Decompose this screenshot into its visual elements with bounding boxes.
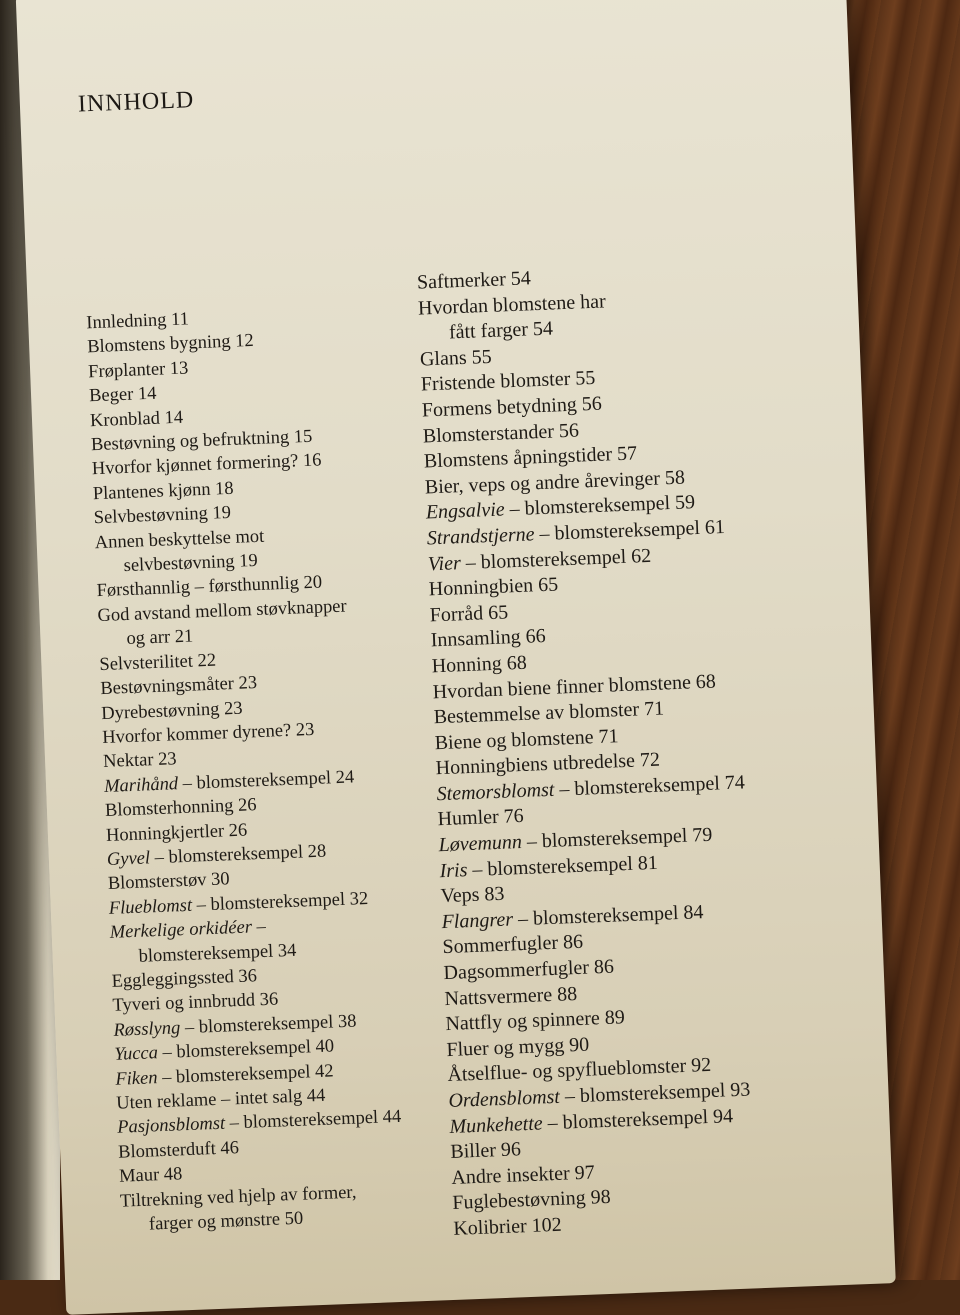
toc-entry-text: Hvordan biene finner blomstene 68 — [432, 669, 717, 703]
toc-entry-species-name: Yucca — [114, 1043, 159, 1065]
toc-entry-text: Innsamling 66 — [430, 625, 547, 652]
toc-entry-text: Tiltrekning ved hjelp av former, — [119, 1182, 357, 1212]
toc-entry-text: Plantenes kjønn 18 — [92, 478, 234, 505]
toc-entry-text: Blomstens åpningstider 57 — [423, 442, 638, 473]
page-title: INNHOLD — [77, 87, 195, 118]
toc-entry-text: Blomsterduft 46 — [117, 1137, 240, 1163]
toc-entry-species-name: Gyvel — [106, 848, 151, 870]
toc-entry-text: Saftmerker 54 — [416, 267, 532, 294]
toc-entry-text: Honning 68 — [431, 651, 528, 678]
toc-entry-text: – blomstereksempel 59 — [504, 491, 696, 521]
toc-entry-text: – blomstereksempel 42 — [157, 1061, 334, 1088]
toc-entry-text: – blomstereksempel 79 — [521, 823, 713, 854]
toc-entry-text: Hvorfor kommer dyrene? 23 — [101, 719, 315, 748]
toc-right-column — [417, 254, 884, 1242]
toc-entry-text: Bier, veps og andre årevinger 58 — [424, 466, 686, 499]
toc-left-column — [86, 298, 481, 1239]
toc-entry-text: Dagsommerfugler 86 — [443, 955, 615, 985]
toc-entry-text: Hvordan blomstene har — [417, 290, 607, 320]
toc-entry-text: Veps 83 — [440, 882, 505, 908]
toc-entry-text: Glans 55 — [419, 345, 493, 371]
toc-entry-text: Honningbien 65 — [428, 573, 559, 601]
toc-entry-species-name: Stemorsblomst — [436, 778, 555, 806]
toc-entry-text: Tyveri og innbrudd 36 — [112, 989, 279, 1017]
toc-entry-species-name: Flueblomst — [108, 895, 193, 919]
toc-entry-text: Bestøvningsmåter 23 — [100, 673, 258, 700]
toc-entry-text: Eggleggingssted 36 — [111, 966, 258, 992]
toc-entry-text: Bestøvning og befruktning 15 — [90, 426, 313, 456]
toc-entry-species-name: Munkehette — [449, 1112, 544, 1138]
toc-entry-text: Bestemmelse av blomster 71 — [433, 697, 665, 729]
toc-entry-text: Maur 48 — [118, 1164, 183, 1187]
toc-entry-text: Blomsterstøv 30 — [107, 869, 230, 895]
toc-entry-species-name: Flangrer — [441, 908, 514, 933]
toc-entry-text: – blomstereksempel 40 — [157, 1036, 335, 1064]
toc-entry-text: – blomstereksempel 93 — [559, 1078, 751, 1108]
toc-entry-text: Selvbestøvning 19 — [93, 503, 232, 529]
toc-entry-text: Humler 76 — [437, 805, 525, 831]
toc-entry-text: Fluer og mygg 90 — [446, 1033, 590, 1061]
toc-entry-text: Kronblad 14 — [89, 407, 184, 431]
toc-entry-text: Biller 96 — [450, 1138, 522, 1164]
toc-entry-text: Blomsterstander 56 — [422, 419, 580, 448]
toc-entry-text: Blomstens bygning 12 — [86, 331, 255, 358]
toc-entry-text: selvbestøvning 19 — [123, 551, 259, 577]
toc-entry-text: – blomstereksempel 61 — [534, 515, 726, 546]
toc-entry-text: – blomstereksempel 28 — [149, 841, 327, 869]
toc-entry-text: – blomstereksempel 32 — [191, 888, 369, 916]
toc-entry-text: blomstereksempel 34 — [138, 940, 297, 967]
toc-entry-text: Fuglebestøvning 98 — [451, 1186, 612, 1215]
toc-entry-text: Nattfly og spinnere 89 — [445, 1006, 626, 1036]
toc-entry-text: Biene og blomstene 71 — [434, 724, 619, 754]
toc-entry-species-name: Strandstjerne — [426, 523, 535, 550]
toc-entry-text: – blomstereksempel 81 — [466, 851, 659, 881]
toc-entry-text: Kolibrier 102 — [452, 1213, 563, 1240]
toc-entry-species-name: Løvemunn — [438, 831, 523, 857]
book-page — [16, 0, 896, 1315]
toc-entry-species-name: Fiken — [115, 1067, 158, 1090]
toc-entry-species-name: Engsalvie — [425, 498, 506, 524]
toc-entry-text: – blomstereksempel 24 — [177, 767, 355, 794]
toc-entry-text: Honningkjertler 26 — [105, 820, 248, 846]
toc-entry-text: Honningbiens utbredelse 72 — [435, 748, 661, 780]
toc-entry-text: Åtselflue- og spyflueblomster 92 — [447, 1054, 712, 1087]
toc-entry-text: Andre insekter 97 — [450, 1161, 596, 1189]
toc-entry-text: Formens betydning 56 — [421, 392, 603, 422]
toc-entry-species-name: Ordensblomst — [448, 1085, 561, 1113]
toc-entry-text: og arr 21 — [126, 626, 194, 650]
toc-entry-text: Nektar 23 — [102, 749, 178, 773]
toc-entry-text: – blomstereksempel 62 — [460, 544, 652, 574]
toc-entry-text: Sommerfugler 86 — [442, 931, 584, 959]
toc-entry-text: – blomstereksempel 84 — [512, 900, 704, 931]
toc-entry-text: – — [251, 917, 267, 938]
toc-entry-text: Nattsvermere 88 — [444, 982, 578, 1010]
toc-entry-text: farger og mønstre 50 — [148, 1208, 304, 1235]
toc-entry-text: Beger 14 — [88, 383, 157, 407]
toc-entry-species-name: Merkelige orkidéer — [109, 917, 253, 944]
toc-entry-text: – blomstereksempel 74 — [553, 771, 746, 801]
toc-entry-species-name: Pasjonsblomst — [116, 1114, 226, 1139]
toc-entry-text: God avstand mellom støvknapper — [97, 596, 347, 627]
toc-entry-text: Uten reklame – intet salg 44 — [115, 1085, 326, 1114]
toc-entry-text: Førsthannlig – førsthunnlig 20 — [96, 572, 323, 602]
toc-entry-text: Blomsterhonning 26 — [104, 795, 257, 822]
toc-entry-text: Dyrebestøvning 23 — [100, 698, 243, 724]
toc-entry-text: Forråd 65 — [429, 601, 509, 627]
toc-entry-text: Frøplanter 13 — [87, 358, 189, 383]
toc-entry-text: – blomstereksempel 94 — [542, 1104, 734, 1135]
toc-entry-text: Annen beskyttelse mot — [94, 526, 265, 553]
toc-entry-text: – blomstereksempel 44 — [224, 1107, 402, 1135]
toc-entry-text: Hvorfor kjønnet formering? 16 — [91, 450, 322, 480]
toc-entry-text: – blomstereksempel 38 — [179, 1011, 357, 1039]
toc-entry-text: Innledning 11 — [85, 309, 190, 334]
toc-entry-species-name: Iris — [439, 858, 468, 882]
toc-entry-species-name: Marihånd — [103, 773, 179, 797]
toc-entry-species-name: Røsslyng — [113, 1018, 181, 1041]
toc-entry-text: Fristende blomster 55 — [420, 367, 596, 396]
toc-entry-text: Selvsterilitet 22 — [99, 650, 217, 675]
toc-entry-text: fått farger 54 — [448, 317, 554, 344]
toc-entry-species-name: Vier — [427, 551, 462, 575]
